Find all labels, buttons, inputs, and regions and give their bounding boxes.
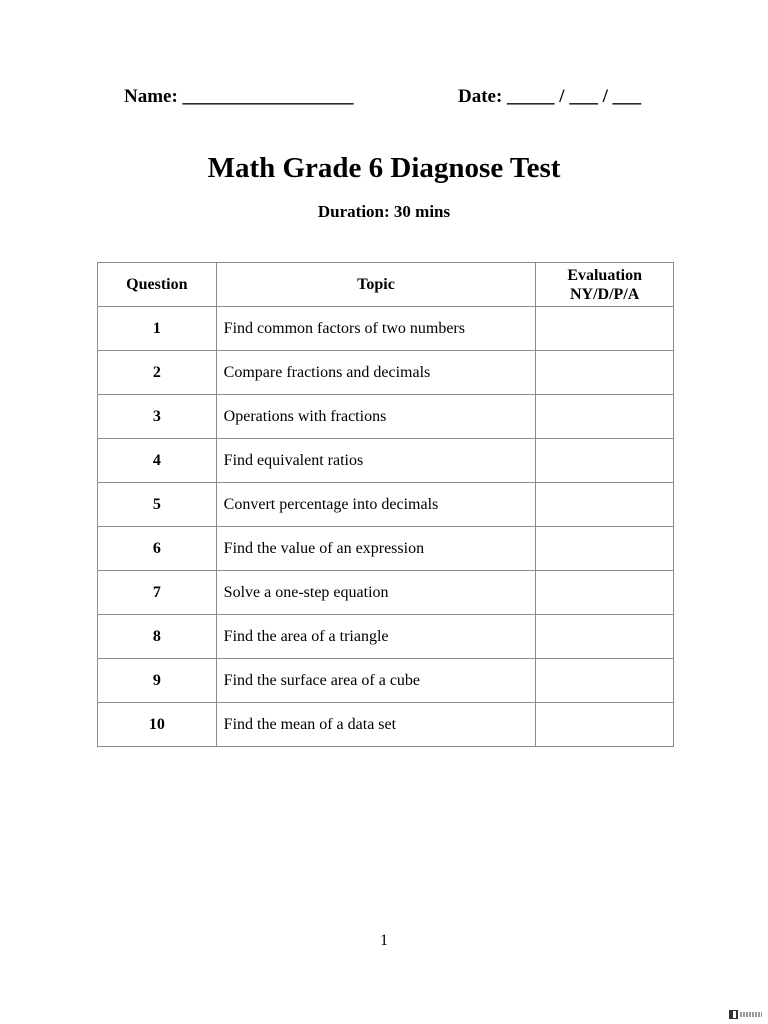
table-row [98,483,674,527]
evaluation-header-line2: NY/D/P/A [570,285,640,303]
evaluation-header-line1: Evaluation [567,266,642,284]
table-row [98,571,674,615]
question-number: 10 [98,703,217,747]
evaluation-cell[interactable] [536,483,674,527]
question-number: 7 [98,571,217,615]
evaluation-cell[interactable] [536,307,674,351]
topic-cell: Find the surface area of a cube [216,659,536,703]
table-row [98,659,674,703]
question-number: 1 [98,307,217,351]
question-number: 8 [98,615,217,659]
table-row [98,351,674,395]
topic-cell: Find the value of an expression [216,527,536,571]
table-row [98,527,674,571]
date-field: Date: _____ / ___ / ___ [458,86,642,107]
topic-cell: Solve a one-step equation [216,571,536,615]
table-row [98,439,674,483]
topic-cell: Find equivalent ratios [216,439,536,483]
topic-cell: Find the mean of a data set [216,703,536,747]
page-number: 1 [380,932,388,949]
evaluation-cell[interactable] [536,351,674,395]
topic-cell: Find common factors of two numbers [216,307,536,351]
duration-label: Duration: 30 mins [317,202,451,221]
qr-code-icon [729,1010,763,1019]
topic-column-header: Topic [216,263,536,307]
question-column-header: Question [98,263,217,307]
evaluation-column-header [536,263,674,307]
watermark-bars [740,1012,762,1017]
table-row [98,307,674,351]
qr-square [729,1010,738,1019]
question-number: 9 [98,659,217,703]
table-row [98,703,674,747]
name-field: Name: __________________ [124,86,354,107]
evaluation-cell[interactable] [536,527,674,571]
evaluation-cell[interactable] [536,571,674,615]
topic-cell: Find the area of a triangle [216,615,536,659]
question-number: 6 [98,527,217,571]
topic-cell: Compare fractions and decimals [216,351,536,395]
evaluation-cell[interactable] [536,659,674,703]
table-body [98,307,674,747]
topic-cell: Convert percentage into decimals [216,483,536,527]
table-row [98,615,674,659]
evaluation-cell[interactable] [536,439,674,483]
evaluation-cell[interactable] [536,615,674,659]
question-number: 5 [98,483,217,527]
question-number: 4 [98,439,217,483]
topic-cell: Operations with fractions [216,395,536,439]
page-title: Math Grade 6 Diagnose Test [207,152,561,184]
table-header-row [98,263,674,307]
diagnostic-table [97,262,674,747]
table-row [98,395,674,439]
evaluation-cell[interactable] [536,395,674,439]
question-number: 3 [98,395,217,439]
question-number: 2 [98,351,217,395]
evaluation-cell[interactable] [536,703,674,747]
